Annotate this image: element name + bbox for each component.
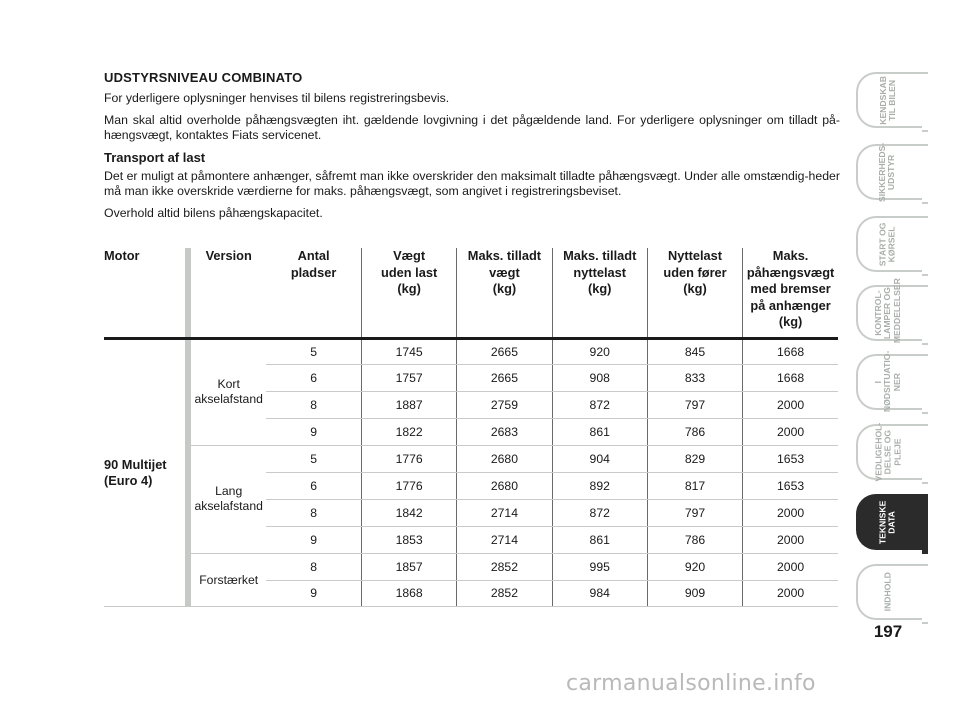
max-payload-cell: 861	[552, 419, 647, 446]
seats-cell: 5	[266, 338, 361, 365]
weight-cell: 1857	[361, 553, 456, 580]
payload-cell: 829	[647, 446, 742, 473]
tab-label-wrap	[864, 568, 912, 616]
weight-cell: 1842	[361, 499, 456, 526]
towing-cell: 2000	[743, 392, 838, 419]
payload-cell: 909	[647, 580, 742, 607]
tab-label-wrap	[864, 422, 912, 482]
payload-cell: 833	[647, 365, 742, 392]
max-payload-cell: 995	[552, 553, 647, 580]
seats-cell: 8	[266, 499, 361, 526]
payload-cell: 920	[647, 553, 742, 580]
intro-paragraph-2: Man skal altid overholde påhængsvægten iht. gældende lovgivning i det pågældende land. For yderligere oplysninger om tilladt på-hængsvægt, kontaktes Fiats servicenet.	[104, 112, 840, 142]
max-payload-cell: 908	[552, 365, 647, 392]
intro-paragraph-1: For yderligere oplysninger henvises til bilens registreringsbevis.	[104, 91, 450, 105]
towing-cell: 2000	[743, 553, 838, 580]
weight-cell: 1868	[361, 580, 456, 607]
table-row	[104, 338, 838, 365]
weight-cell: 1757	[361, 365, 456, 392]
tab-label: VEDLIGEHOL- DELSE OG PLEJE	[872, 422, 902, 482]
side-tab-1[interactable]	[852, 68, 928, 128]
payload-cell: 786	[647, 526, 742, 553]
side-tab-2[interactable]	[852, 140, 928, 200]
seats-cell: 9	[266, 580, 361, 607]
weight-cell: 1887	[361, 392, 456, 419]
max-payload-cell: 872	[552, 499, 647, 526]
max-payload-cell: 904	[552, 446, 647, 473]
max-weight-cell: 2759	[457, 392, 552, 419]
table-header-row	[104, 248, 838, 338]
max-payload-cell: 872	[552, 392, 647, 419]
tab-label: KENDSKAB TIL BILEN	[877, 75, 898, 125]
tab-label-wrap	[864, 278, 912, 343]
payload-cell: 797	[647, 499, 742, 526]
max-weight-cell: 2665	[457, 338, 552, 365]
payload-cell: 845	[647, 338, 742, 365]
header-towing: Maks. påhængsvægt med bremser på anhænger (kg)	[743, 248, 838, 338]
max-weight-cell: 2714	[457, 526, 552, 553]
version-cell: Kort akselafstand	[191, 338, 266, 446]
side-tab-7[interactable]	[852, 490, 928, 550]
seats-cell: 9	[266, 526, 361, 553]
seats-cell: 6	[266, 365, 361, 392]
max-weight-cell: 2852	[457, 553, 552, 580]
payload-cell: 817	[647, 472, 742, 499]
tab-label-wrap	[864, 220, 912, 268]
seats-cell: 8	[266, 392, 361, 419]
tab-label-wrap	[864, 76, 912, 124]
header-max-payload: Maks. tilladt nyttelast (kg)	[552, 248, 647, 338]
towing-cell: 1653	[743, 446, 838, 473]
header-seats: Antal pladser	[290, 248, 337, 280]
tab-label-wrap	[864, 350, 912, 412]
side-tab-6[interactable]	[852, 420, 928, 480]
header-weight: Vægt uden last (kg)	[361, 248, 456, 338]
motor-cell: 90 Multijet (Euro 4)	[104, 338, 185, 607]
header-max-weight: Maks. tilladt vægt (kg)	[457, 248, 552, 338]
towing-cell: 2000	[743, 499, 838, 526]
header-payload: Nyttelast uden fører (kg)	[647, 248, 742, 338]
tab-label: TEKNISKE DATA	[877, 500, 897, 544]
seats-cell: 5	[266, 446, 361, 473]
seats-cell: 6	[266, 472, 361, 499]
max-payload-cell: 920	[552, 338, 647, 365]
tab-label-wrap	[864, 142, 912, 202]
transport-paragraph-1: Det er muligt at påmontere anhænger, såfremt man ikke overskrider den maksimalt tilladte påhængsvægt. Under alle omstændig-heder må man ikke overskride værdierne for maks. påhængsvægt, som angivet i registreringsbeviset.	[104, 168, 840, 198]
side-tabs	[852, 0, 960, 706]
table-row	[104, 446, 838, 473]
payload-cell: 797	[647, 392, 742, 419]
max-payload-cell: 892	[552, 472, 647, 499]
tab-label: I NØDSITUATIO- NER	[872, 350, 902, 412]
tab-label: START OG KØRSEL	[877, 222, 897, 266]
tab-label: KONTROL- LAMPER OG MEDDELELSER	[872, 278, 902, 343]
max-weight-cell: 2714	[457, 499, 552, 526]
table-row	[104, 553, 838, 580]
version-cell: Forstærket	[191, 553, 266, 607]
tab-label: SIKKERHEDS- UDSTYR	[877, 142, 897, 202]
page-content	[104, 70, 840, 227]
max-payload-cell: 861	[552, 526, 647, 553]
towing-cell: 1668	[743, 338, 838, 365]
table-body	[104, 338, 838, 607]
side-tab-4[interactable]	[852, 278, 928, 343]
max-weight-cell: 2683	[457, 419, 552, 446]
page-number: 197	[873, 622, 903, 641]
towing-cell: 2000	[743, 419, 838, 446]
max-weight-cell: 2680	[457, 472, 552, 499]
side-tab-5[interactable]	[852, 350, 928, 410]
weights-table	[104, 248, 838, 607]
seats-cell: 9	[266, 419, 361, 446]
towing-cell: 2000	[743, 526, 838, 553]
header-motor: Motor	[104, 248, 140, 263]
max-weight-cell: 2680	[457, 446, 552, 473]
header-version: Version	[205, 248, 252, 263]
seats-cell: 8	[266, 553, 361, 580]
weight-cell: 1776	[361, 446, 456, 473]
max-weight-cell: 2665	[457, 365, 552, 392]
version-cell: Lang akselafstand	[191, 446, 266, 554]
max-payload-cell: 984	[552, 580, 647, 607]
transport-heading: Transport af last	[104, 149, 206, 165]
weight-cell: 1776	[361, 472, 456, 499]
max-weight-cell: 2852	[457, 580, 552, 607]
weight-cell: 1745	[361, 338, 456, 365]
weight-cell: 1853	[361, 526, 456, 553]
payload-cell: 786	[647, 419, 742, 446]
tab-label-wrap	[864, 498, 912, 546]
towing-cell: 2000	[743, 580, 838, 607]
watermark: carmanualsonline.info	[566, 671, 816, 696]
section-title: UDSTYRSNIVEAU COMBINATO	[104, 70, 303, 85]
side-tab-8[interactable]	[852, 560, 928, 620]
tab-label: INDHOLD	[882, 572, 893, 612]
side-tab-3[interactable]	[852, 212, 928, 272]
transport-paragraph-2: Overhold altid bilens påhængskapacitet.	[104, 205, 323, 220]
towing-cell: 1668	[743, 365, 838, 392]
towing-cell: 1653	[743, 472, 838, 499]
weight-cell: 1822	[361, 419, 456, 446]
